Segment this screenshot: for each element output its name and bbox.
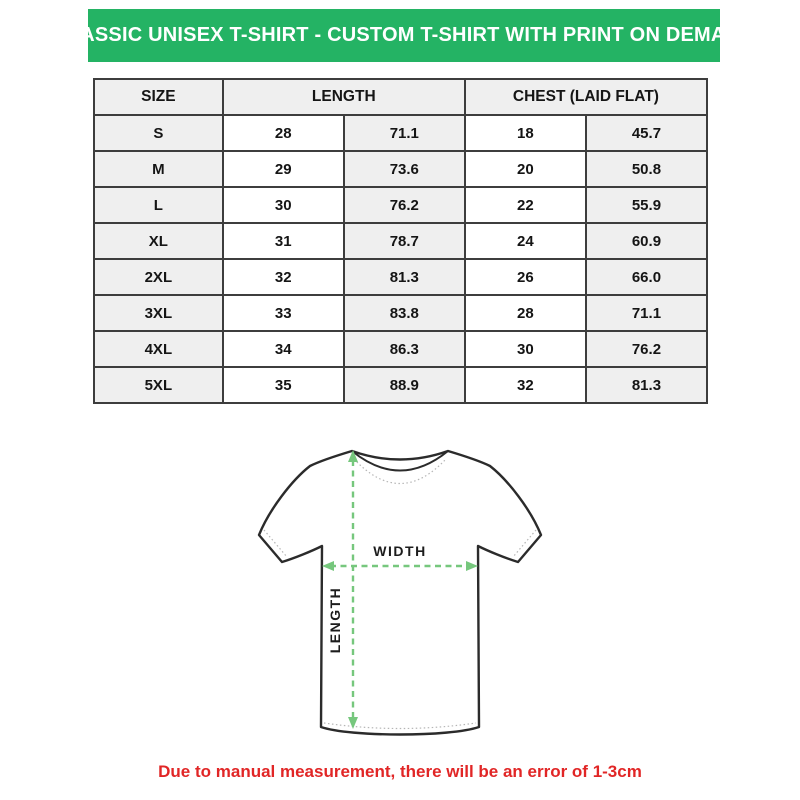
- table-row: [94, 151, 707, 187]
- table-row: [94, 259, 707, 295]
- table-row: [94, 295, 707, 331]
- measurement-disclaimer: [0, 762, 800, 782]
- cell-size: S: [94, 115, 223, 151]
- cell-chest-cm: 76.2: [586, 331, 707, 367]
- cell-chest-cm: 71.1: [586, 295, 707, 331]
- cell-length-in: 31: [223, 223, 344, 259]
- cell-chest-cm: 55.9: [586, 187, 707, 223]
- header-length: LENGTH: [223, 79, 465, 115]
- cell-length-in: 28: [223, 115, 344, 151]
- cell-size: XL: [94, 223, 223, 259]
- page-title: CLASSIC UNISEX T-SHIRT - CUSTOM T-SHIRT WITH PRINT ON DEMAND: [53, 24, 755, 46]
- cell-size: 5XL: [94, 367, 223, 403]
- title-banner: [53, 9, 755, 62]
- cell-chest-cm: 50.8: [586, 151, 707, 187]
- cell-length-in: 33: [223, 295, 344, 331]
- cell-chest-cm: 81.3: [586, 367, 707, 403]
- cell-chest-in: 28: [465, 295, 586, 331]
- cell-chest-in: 22: [465, 187, 586, 223]
- cell-chest-in: 20: [465, 151, 586, 187]
- cell-size: 3XL: [94, 295, 223, 331]
- cell-chest-cm: 45.7: [586, 115, 707, 151]
- cell-chest-cm: 60.9: [586, 223, 707, 259]
- cell-length-in: 29: [223, 151, 344, 187]
- cell-chest-cm: 66.0: [586, 259, 707, 295]
- cell-chest-in: 24: [465, 223, 586, 259]
- table-header-row: [94, 79, 707, 115]
- cell-length-in: 30: [223, 187, 344, 223]
- cell-length-cm: 71.1: [344, 115, 465, 151]
- disclaimer-text: Due to manual measurement, there will be an error of 1-3cm: [158, 762, 642, 781]
- length-label: LENGTH: [327, 586, 343, 654]
- cell-length-in: 35: [223, 367, 344, 403]
- table-row: [94, 367, 707, 403]
- cell-length-cm: 88.9: [344, 367, 465, 403]
- cell-length-in: 32: [223, 259, 344, 295]
- header-chest: CHEST (LAID FLAT): [465, 79, 707, 115]
- cell-length-in: 34: [223, 331, 344, 367]
- cell-chest-in: 32: [465, 367, 586, 403]
- width-label: WIDTH: [373, 543, 427, 559]
- table-row: [94, 187, 707, 223]
- header-size: SIZE: [94, 79, 223, 115]
- tshirt-outline-shape: [259, 451, 541, 735]
- cell-size: 2XL: [94, 259, 223, 295]
- cell-length-cm: 76.2: [344, 187, 465, 223]
- cell-size: L: [94, 187, 223, 223]
- cell-chest-in: 26: [465, 259, 586, 295]
- cell-length-cm: 86.3: [344, 331, 465, 367]
- cell-size: 4XL: [94, 331, 223, 367]
- cell-chest-in: 18: [465, 115, 586, 151]
- table-row: [94, 115, 707, 151]
- size-chart-table: [93, 78, 708, 404]
- cell-length-cm: 78.7: [344, 223, 465, 259]
- cell-size: M: [94, 151, 223, 187]
- tshirt-measurement-diagram: [250, 438, 550, 750]
- table-row: [94, 331, 707, 367]
- cell-length-cm: 73.6: [344, 151, 465, 187]
- cell-chest-in: 30: [465, 331, 586, 367]
- table-row: [94, 223, 707, 259]
- cell-length-cm: 83.8: [344, 295, 465, 331]
- cell-length-cm: 81.3: [344, 259, 465, 295]
